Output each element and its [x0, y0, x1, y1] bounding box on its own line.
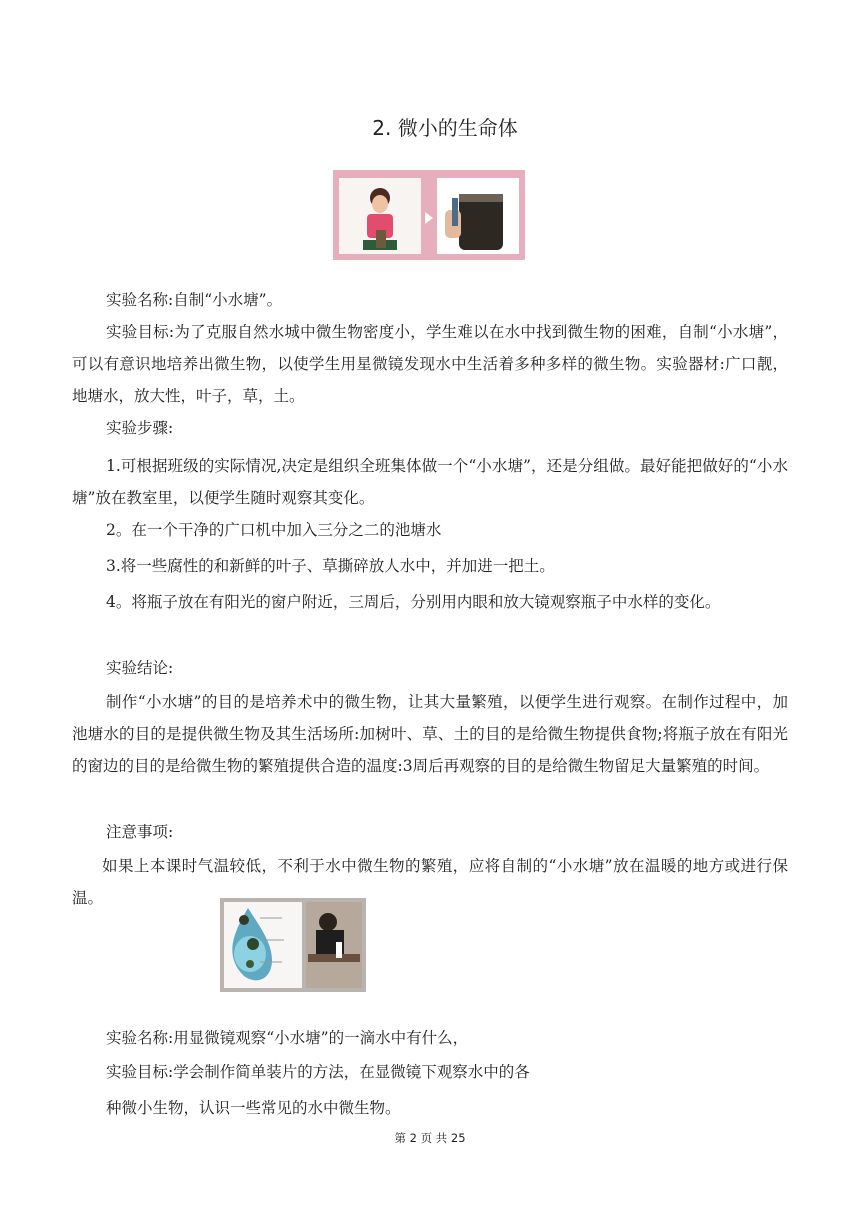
page-number-footer: 第 2 页 共 25 — [394, 1131, 466, 1145]
paragraph-5: 2。在一个干净的广口机中加入三分之二的池塘水 — [106, 521, 442, 539]
paragraph-14: 种微小生物，认识一些常见的水中微生物。 — [106, 1099, 401, 1117]
page-title: 2. 微小的生命体 — [372, 116, 518, 140]
paragraph-2: 实验目标:为了克服自然水城中微生物密度小，学生难以在水中找到微生物的困难，自制“小水塘”，可以有意识地培养出微生物，以使学生用星微镜发现水中生活着多种多样的微生物。实验器材:广口靓，地塘水，放大性，叶子，草，土。 — [72, 323, 788, 405]
paragraph-8: 实验结论: — [106, 659, 174, 677]
paragraph-1: 实验名称:自制“小水塘”。 — [106, 291, 283, 309]
paragraph-12: 实验名称:用显微镜观察“小水塘”的一滴水中有什么， — [106, 1029, 469, 1047]
paragraph-6: 3.将一些腐性的和新鲜的叶子、草撕碎放人水中，并加进一把土。 — [106, 557, 555, 575]
experiment-photo-2 — [220, 898, 366, 992]
paragraph-9: 制作“小水塘”的目的是培养术中的微生物，让其大量繁殖，以便学生进行观察。在制作过程中，加池塘水的目的是提供微生物及其生活场所:加树叶、草、土的目的是给微生物提供食物;将瓶子放在有阳光的窗边的目的是给微生物的繁殖提供合造的温度:3周后再观察的目的是给微生物留足大量繁殖的时间。 — [72, 693, 788, 775]
paragraph-10: 注意事项: — [106, 823, 174, 841]
paragraph-11: 如果上本课时气温较低，不利于水中微生物的繁殖，应将自制的“小水塘”放在温暖的地方或进行保温。 — [72, 857, 788, 907]
experiment-photo-1 — [333, 170, 525, 260]
paragraph-13: 实验目标:学会制作简单装片的方法，在显微镜下观察水中的各 — [106, 1063, 530, 1081]
paragraph-3: 实验步骤: — [106, 419, 174, 437]
paragraph-7: 4。将瓶子放在有阳光的窗户附近，三周后，分别用内眼和放大镜观察瓶子中水样的变化。 — [106, 593, 721, 611]
paragraph-4: 1.可根据班级的实际情况,决定是组织全班集体做一个“小水塘”，还是分组做。最好能把做好的“小水塘”放在教室里，以便学生随时观察其变化。 — [72, 457, 788, 507]
